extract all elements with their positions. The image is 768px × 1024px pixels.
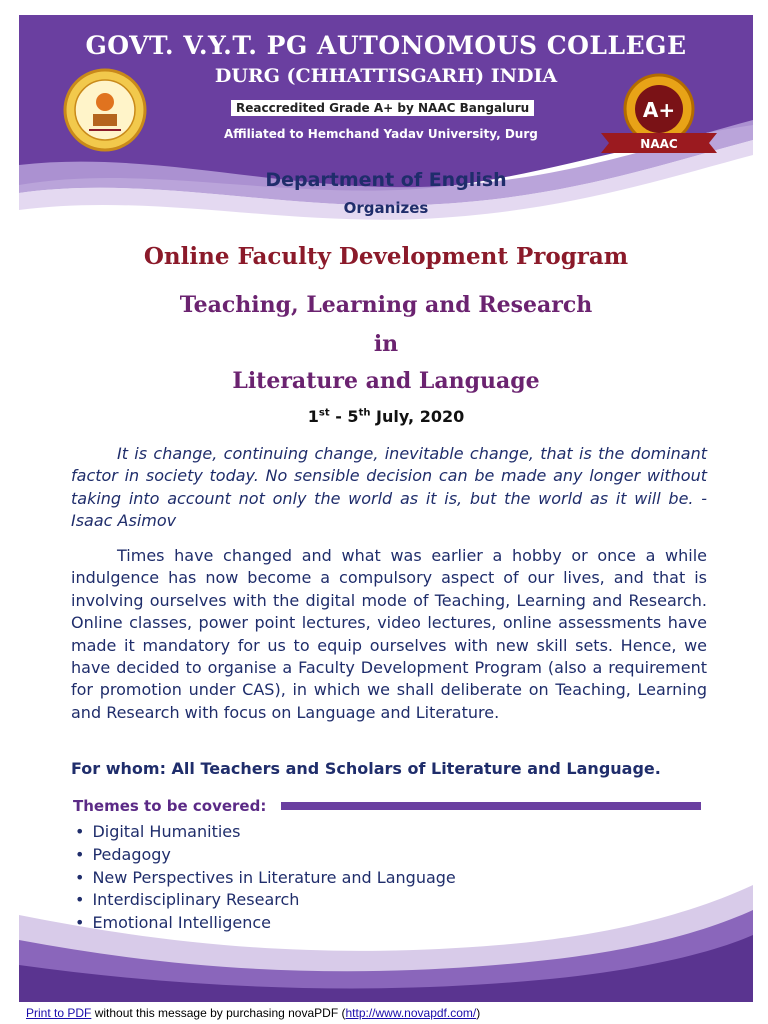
theme-title-line1: Teaching, Learning and Research (179, 292, 593, 318)
list-item: • Interdisciplinary Research (75, 889, 456, 912)
affiliation-label: Affiliated to Hemchand Yadav University, Durg (224, 127, 538, 141)
accreditation-label: Reaccredited Grade A+ by NAAC Bangaluru (231, 100, 534, 116)
college-location: DURG (CHHATTISGARH) INDIA (214, 65, 558, 87)
theme-title-line3: Literature and Language (232, 368, 540, 394)
list-item: • Digital Humanities (75, 821, 456, 844)
novapdf-footer: Print to PDF without this message by purchasing novaPDF (http://www.novapdf.com/) (26, 1006, 481, 1020)
college-seal-icon (63, 68, 147, 152)
themes-list (75, 821, 456, 935)
novapdf-url-link[interactable]: http://www.novapdf.com/ (345, 1006, 477, 1020)
flyer-page (19, 15, 753, 1002)
naac-badge-icon (599, 71, 719, 161)
organizes-label: Organizes (343, 199, 429, 217)
event-date: 1st - 5th July, 2020 (307, 407, 465, 426)
list-item: • New Perspectives in Literature and Language (75, 867, 456, 890)
naac-grade-text: A+ (642, 98, 676, 122)
program-title: Online Faculty Development Program (143, 243, 629, 270)
naac-label-text: NAAC (640, 137, 678, 151)
list-item: • Emotional Intelligence (75, 912, 456, 935)
theme-title-line2: in (373, 331, 399, 357)
themes-divider (281, 802, 701, 810)
college-name: GOVT. V.Y.T. PG AUTONOMOUS COLLEGE (85, 31, 687, 60)
print-to-pdf-link[interactable]: Print to PDF (26, 1006, 92, 1020)
asimov-quote: It is change, continuing change, inevitable change, that is the dominant factor in society today. No sensible decision can be made any longer without taking into account not only the world as it is, but the world as it will be. - Isaac Asimov (71, 444, 707, 531)
list-item: • Pedagogy (75, 844, 456, 867)
themes-heading: Themes to be covered: (73, 797, 267, 815)
department-name: Department of English (265, 169, 507, 191)
intro-paragraph: Times have changed and what was earlier a hobby or once a while indulgence has now become a compulsory aspect of our lives, and that is involving ourselves with the digital mode of Teaching, Learning and Research. Online classes, power point lectures, video lectures, online assessments have made it mandatory for us to equip ourselves with new skill sets. Hence, we have decided to organise a Faculty Development Program (also a requirement for promotion under CAS), in which we shall deliberate on Teaching, Learning and Research with focus on Language and Literature. (71, 546, 707, 722)
target-audience: For whom: All Teachers and Scholars of Literature and Language. (71, 759, 661, 778)
